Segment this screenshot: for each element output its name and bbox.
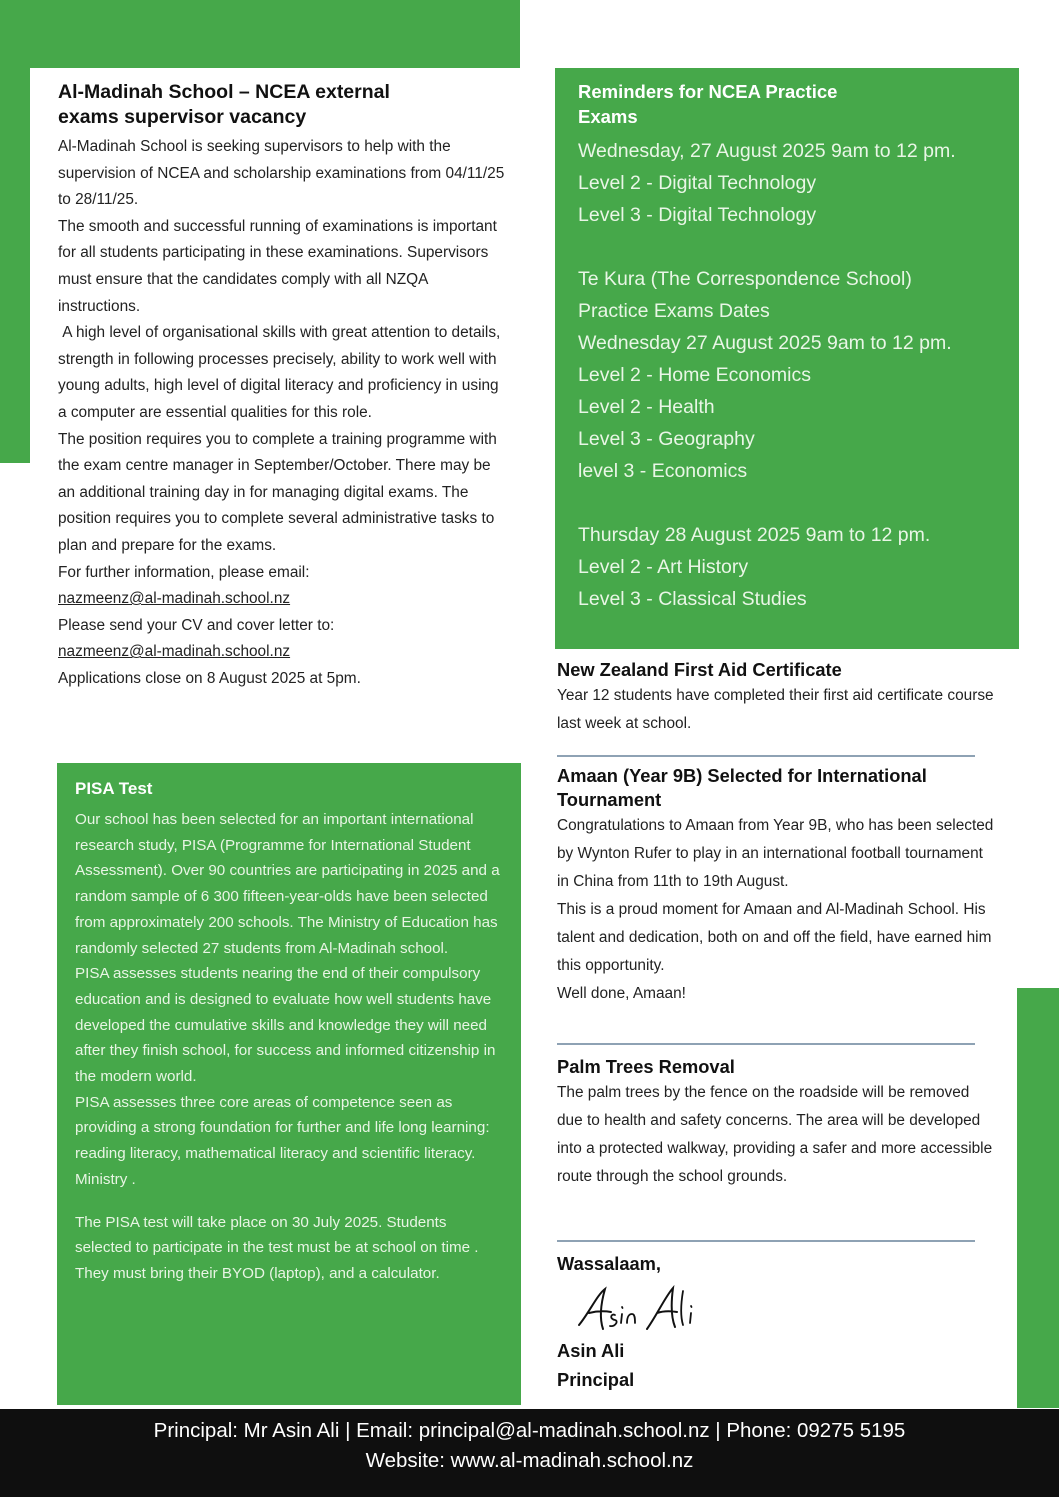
- cv-label: Please send your CV and cover letter to:: [58, 616, 335, 634]
- decorative-green-band-left: [0, 0, 30, 463]
- reminder-line: Level 3 - Classical Studies: [578, 588, 807, 610]
- vacancy-title: [58, 80, 508, 130]
- pisa-paragraph: PISA assesses three core areas of competence seen as providing a strong foundation for further and life long learning: reading literacy, mathematical literacy and scientific literacy.: [75, 1093, 490, 1163]
- amaan-paragraph: Congratulations to Amaan from Year 9B, who has been selected by Wynton Rufer to play in an international football tournament in China from 11th to 19th August.: [557, 817, 994, 890]
- reminder-line: Level 2 - Art History: [578, 556, 749, 578]
- contact-email-link[interactable]: nazmeenz@al-madinah.school.nz: [58, 590, 291, 608]
- reminder-line: Level 2 - Home Economics: [578, 364, 812, 386]
- vacancy-paragraph: The smooth and successful running of examinations is important for all students participating in these examinations. Supervisors must ensure that the candidates comply with all NZQA instructions.: [58, 217, 497, 315]
- section-divider: [557, 1043, 975, 1045]
- reminder-line: Level 2 - Digital Technology: [578, 172, 817, 194]
- vacancy-article: [43, 68, 523, 758]
- reminders-article: [555, 68, 1019, 649]
- decorative-green-band-right: [1017, 988, 1059, 1408]
- pisa-article: [57, 763, 521, 1405]
- principal-role: Principal: [557, 1369, 635, 1390]
- reminder-line: Practice Exams Dates: [578, 300, 770, 322]
- footer: [0, 1409, 1059, 1497]
- signoff-greeting: Wassalaam,: [557, 1253, 661, 1274]
- reminders-title: Reminders for NCEA Practice Exams: [578, 81, 838, 127]
- first-aid-title: New Zealand First Aid Certificate: [557, 659, 842, 680]
- cv-email-link[interactable]: nazmeenz@al-madinah.school.nz: [58, 643, 291, 661]
- section-divider: [557, 1240, 975, 1242]
- vacancy-title-line2: exams supervisor vacancy: [58, 106, 307, 128]
- vacancy-paragraph: The position requires you to complete a training programme with the exam centre manager in September/October. There may be an additional training day in for managing digital exams. The position requires you to complete several administrative tasks to plan and prepare for the exams.: [58, 430, 497, 554]
- reminder-line: Level 3 - Digital Technology: [578, 204, 817, 226]
- reminder-line: Wednesday, 27 August 2025 9am to 12 pm.: [578, 140, 956, 162]
- principal-name: Asin Ali: [557, 1340, 625, 1361]
- signoff: [557, 1250, 857, 1278]
- principal-signoff: [557, 1336, 857, 1394]
- palm-trees-title: Palm Trees Removal: [557, 1056, 735, 1077]
- first-aid-article: [557, 658, 997, 738]
- reminder-line: Level 2 - Health: [578, 396, 715, 418]
- vacancy-paragraph: A high level of organisational skills with great attention to details, strength in following processes precisely, ability to work well with young adults, high level of digital literacy and proficiency in using a computer are essential qualities for this role.: [58, 324, 505, 421]
- reminder-line: Level 3 - Geography: [578, 428, 755, 450]
- first-aid-text: Year 12 students have completed their first aid certificate course last week at school.: [557, 687, 994, 732]
- pisa-paragraph: PISA assesses students nearing the end of their compulsory education and is designed to evaluate how well students have developed the cumulative skills and knowledge they will need after they finish school, for success and informed citizenship in the modern world.: [75, 965, 496, 1086]
- reminder-line: Te Kura (The Correspondence School): [578, 268, 912, 290]
- pisa-paragraph: Our school has been selected for an important international research study, PISA (Programme for International Student Assessment). Over 90 countries are participating in 2025 and a random sample of 6 300 fifteen-year-olds have been selected from approximately 200 schools. The Ministry of Education has randomly selected 27 students from Al-Madinah school.: [75, 811, 500, 957]
- handwritten-signature: [575, 1285, 705, 1337]
- amaan-title: Amaan (Year 9B) Selected for International Tournament: [557, 765, 927, 810]
- reminder-line: Thursday 28 August 2025 9am to 12 pm.: [578, 524, 931, 546]
- amaan-paragraph: This is a proud moment for Amaan and Al-Madinah School. His talent and dedication, both on and off the field, have earned him this opportunity.: [557, 901, 992, 974]
- pisa-title: PISA Test: [75, 779, 153, 798]
- footer-website-line: Website: www.al-madinah.school.nz: [365, 1449, 694, 1472]
- decorative-green-band-top: [0, 0, 520, 68]
- reminder-line: Wednesday 27 August 2025 9am to 12 pm.: [578, 332, 952, 354]
- pisa-paragraph: The PISA test will take place on 30 July 2025. Students selected to participate in the test must be at school on time . They must bring their BYOD (laptop), and a calculator.: [75, 1213, 479, 1282]
- vacancy-paragraph: Al-Madinah School is seeking supervisors to help with the supervision of NCEA and scholarship examinations from 04/11/25 to 28/11/25.: [58, 138, 505, 209]
- pisa-paragraph: Ministry .: [75, 1170, 136, 1188]
- palm-trees-text: The palm trees by the fence on the roadside will be removed due to health and safety concerns. The area will be developed into a protected walkway, providing a safer and more accessible route through the school grounds.: [557, 1084, 993, 1185]
- amaan-article: [557, 764, 997, 1008]
- amaan-paragraph: Well done, Amaan!: [557, 985, 686, 1002]
- applications-close: Applications close on 8 August 2025 at 5pm.: [58, 669, 361, 687]
- info-label: For further information, please email:: [58, 563, 310, 581]
- vacancy-title-line1: Al-Madinah School – NCEA external: [58, 81, 390, 103]
- section-divider: [557, 755, 975, 757]
- reminder-line: level 3 - Economics: [578, 460, 748, 482]
- footer-contact-line: Principal: Mr Asin Ali | Email: principal@al-madinah.school.nz | Phone: 09275 5195: [153, 1419, 906, 1442]
- palm-trees-article: [557, 1055, 997, 1191]
